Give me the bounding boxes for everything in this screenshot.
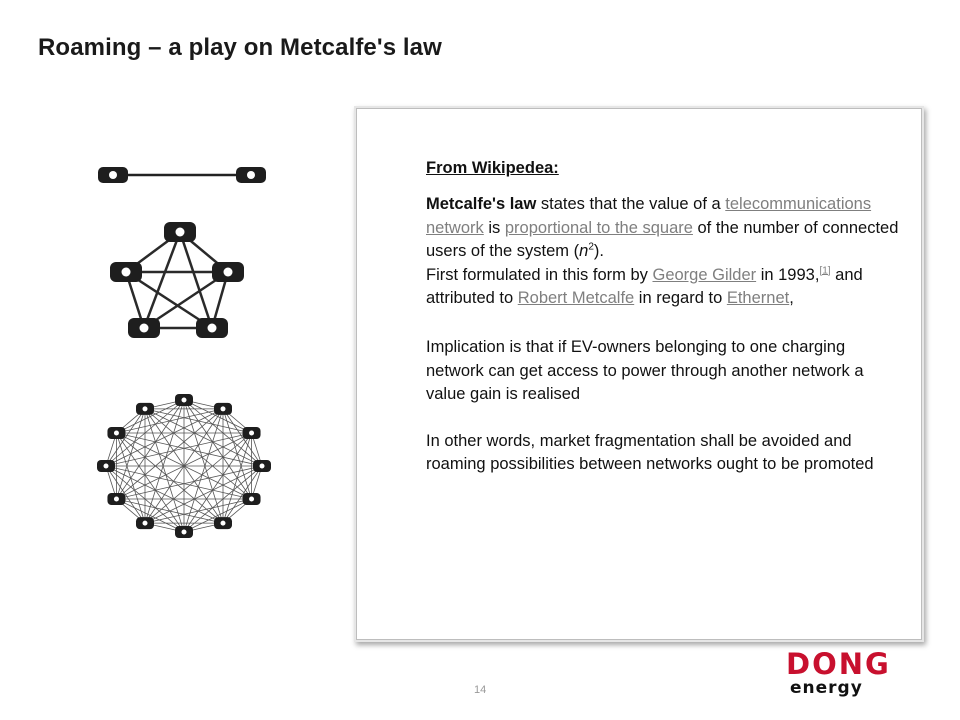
telephone-icon (107, 427, 125, 439)
wikipedia-quote-card (356, 108, 922, 640)
telephone-icon (236, 167, 266, 183)
link-telecommunications-network[interactable]: telecommunications network (426, 195, 872, 237)
logo-word-dong: DONG (786, 648, 891, 681)
telephone-icon (214, 403, 232, 415)
definition-paragraph: Metcalfe's law states that the value of a telecommunications network is proportional to the square of the number of connected users of the system $(n^2)$. (426, 195, 899, 261)
telephone-icon (212, 262, 244, 282)
telephone-icon (175, 394, 193, 406)
telephone-icon (175, 526, 193, 538)
link-ethernet[interactable]: Ethernet (726, 289, 790, 308)
dong-energy-logo (784, 648, 930, 698)
telephone-icon (98, 167, 128, 183)
history-paragraph: First formulated in this form by George Gilder in 1993,[1] and attributed to Robert Metcalfe in regard to Ethernet, (426, 265, 863, 308)
telephone-icon (243, 427, 261, 439)
link-robert-metcalfe[interactable]: Robert Metcalfe (517, 289, 635, 308)
logo-word-energy: energy (790, 678, 863, 698)
telephone-icon (253, 460, 271, 472)
page-number: 14 (474, 684, 487, 696)
telephone-icon (110, 262, 142, 282)
telephone-icon (136, 403, 154, 415)
telephone-icon (136, 517, 154, 529)
telephone-icon (214, 517, 232, 529)
link-reference-1[interactable]: [1] (819, 265, 831, 277)
two-node-network-diagram (92, 158, 272, 192)
link-proportional-to-the-square[interactable]: proportional to the square (504, 218, 693, 237)
telephone-icon (97, 460, 115, 472)
twelve-node-network-diagram (92, 386, 276, 546)
telephone-icon (243, 493, 261, 505)
five-node-network-diagram (96, 210, 266, 350)
implication-paragraph: Implication is that if EV-owners belonging to one charging network can get access to power through another network a value gain is realised (426, 338, 864, 404)
metcalfes-law-term: Metcalfe's law (426, 195, 537, 214)
telephone-icon (107, 493, 125, 505)
slide-title: Roaming – a play on Metcalfe's law (38, 34, 442, 61)
telephone-icon (164, 222, 196, 242)
telephone-icon (196, 318, 228, 338)
source-label: From Wikipedea: (426, 159, 559, 177)
telephone-icon (128, 318, 160, 338)
conclusion-paragraph: In other words, market fragmentation shall be avoided and roaming possibilities between networks ought to be promoted (426, 431, 874, 474)
link-george-gilder[interactable]: George Gilder (652, 265, 757, 284)
